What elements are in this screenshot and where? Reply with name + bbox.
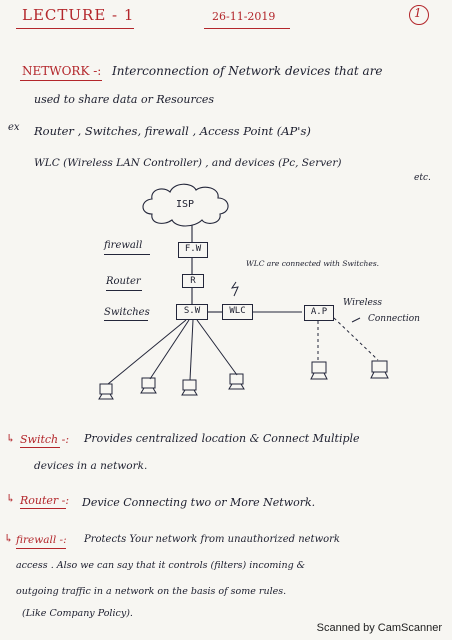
page-number: 1 bbox=[414, 6, 422, 20]
firewall-arrow-icon: ↳ bbox=[4, 532, 14, 545]
pc-icon-3 bbox=[182, 380, 197, 395]
switch-line-2: devices in a network. bbox=[34, 460, 148, 472]
example-line-2: WLC (Wireless LAN Controller) , and devices (Pc, Server) bbox=[34, 157, 342, 169]
router-label: Router bbox=[106, 276, 141, 287]
firewall-line-4: (Like Company Policy). bbox=[22, 608, 133, 619]
switch-line-1: Provides centralized location & Connect Multiple bbox=[84, 432, 360, 445]
switches-label: Switches bbox=[104, 307, 150, 318]
example-label: ex bbox=[8, 122, 20, 133]
firewall-label-underline bbox=[104, 254, 150, 255]
router-box: R bbox=[182, 274, 204, 288]
wireless-note-1: Wireless bbox=[343, 298, 383, 308]
lightning-icon bbox=[232, 282, 238, 296]
example-line-1: Router , Switches, firewall , Access Point (AP's) bbox=[34, 124, 311, 138]
lecture-title: LECTURE - 1 bbox=[22, 6, 135, 24]
switch-term: Switch -: bbox=[20, 433, 70, 446]
firewall-box: F.W bbox=[178, 242, 208, 258]
router-line-1: Device Connecting two or More Network. bbox=[82, 496, 316, 509]
switch-box: S.W bbox=[176, 304, 208, 320]
firewall-term-underline bbox=[16, 548, 66, 549]
router-term-underline bbox=[20, 508, 66, 509]
firewall-label: firewall bbox=[104, 240, 143, 251]
ap-box: A.P bbox=[304, 305, 334, 321]
wlc-box: WLC bbox=[222, 304, 253, 320]
pc-icon-1 bbox=[99, 384, 113, 399]
etc-note: etc. bbox=[414, 173, 431, 183]
wlc-note: WLC are connected with Switches. bbox=[246, 259, 380, 268]
pc-icon-4 bbox=[229, 374, 244, 389]
pc-icon-wireless bbox=[311, 362, 327, 379]
firewall-line-3: outgoing traffic in a network on the basis of some rules. bbox=[16, 586, 287, 597]
definition-line-2: used to share data or Resources bbox=[34, 93, 215, 106]
switches-label-underline bbox=[104, 320, 148, 321]
network-term: NETWORK -: bbox=[22, 64, 102, 78]
router-label-underline bbox=[106, 290, 142, 291]
router-arrow-icon: ↳ bbox=[6, 492, 16, 505]
switch-term-underline bbox=[20, 447, 60, 448]
definition-line-1: Interconnection of Network devices that are bbox=[112, 64, 383, 78]
lecture-date: 26-11-2019 bbox=[212, 10, 276, 23]
firewall-line-1: Protects Your network from unauthorized network bbox=[84, 534, 340, 545]
laptop-icon bbox=[371, 361, 388, 378]
firewall-line-2: access . Also we can say that it controls (filters) incoming & bbox=[16, 560, 306, 571]
firewall-term: firewall -: bbox=[16, 534, 67, 546]
router-term: Router -: bbox=[20, 494, 70, 507]
pc-icon-2 bbox=[141, 378, 156, 393]
isp-label: ISP bbox=[176, 199, 195, 210]
scanner-watermark: Scanned by CamScanner bbox=[316, 622, 442, 634]
wireless-note-2: Connection bbox=[368, 314, 420, 324]
switch-arrow-icon: ↳ bbox=[6, 432, 16, 445]
